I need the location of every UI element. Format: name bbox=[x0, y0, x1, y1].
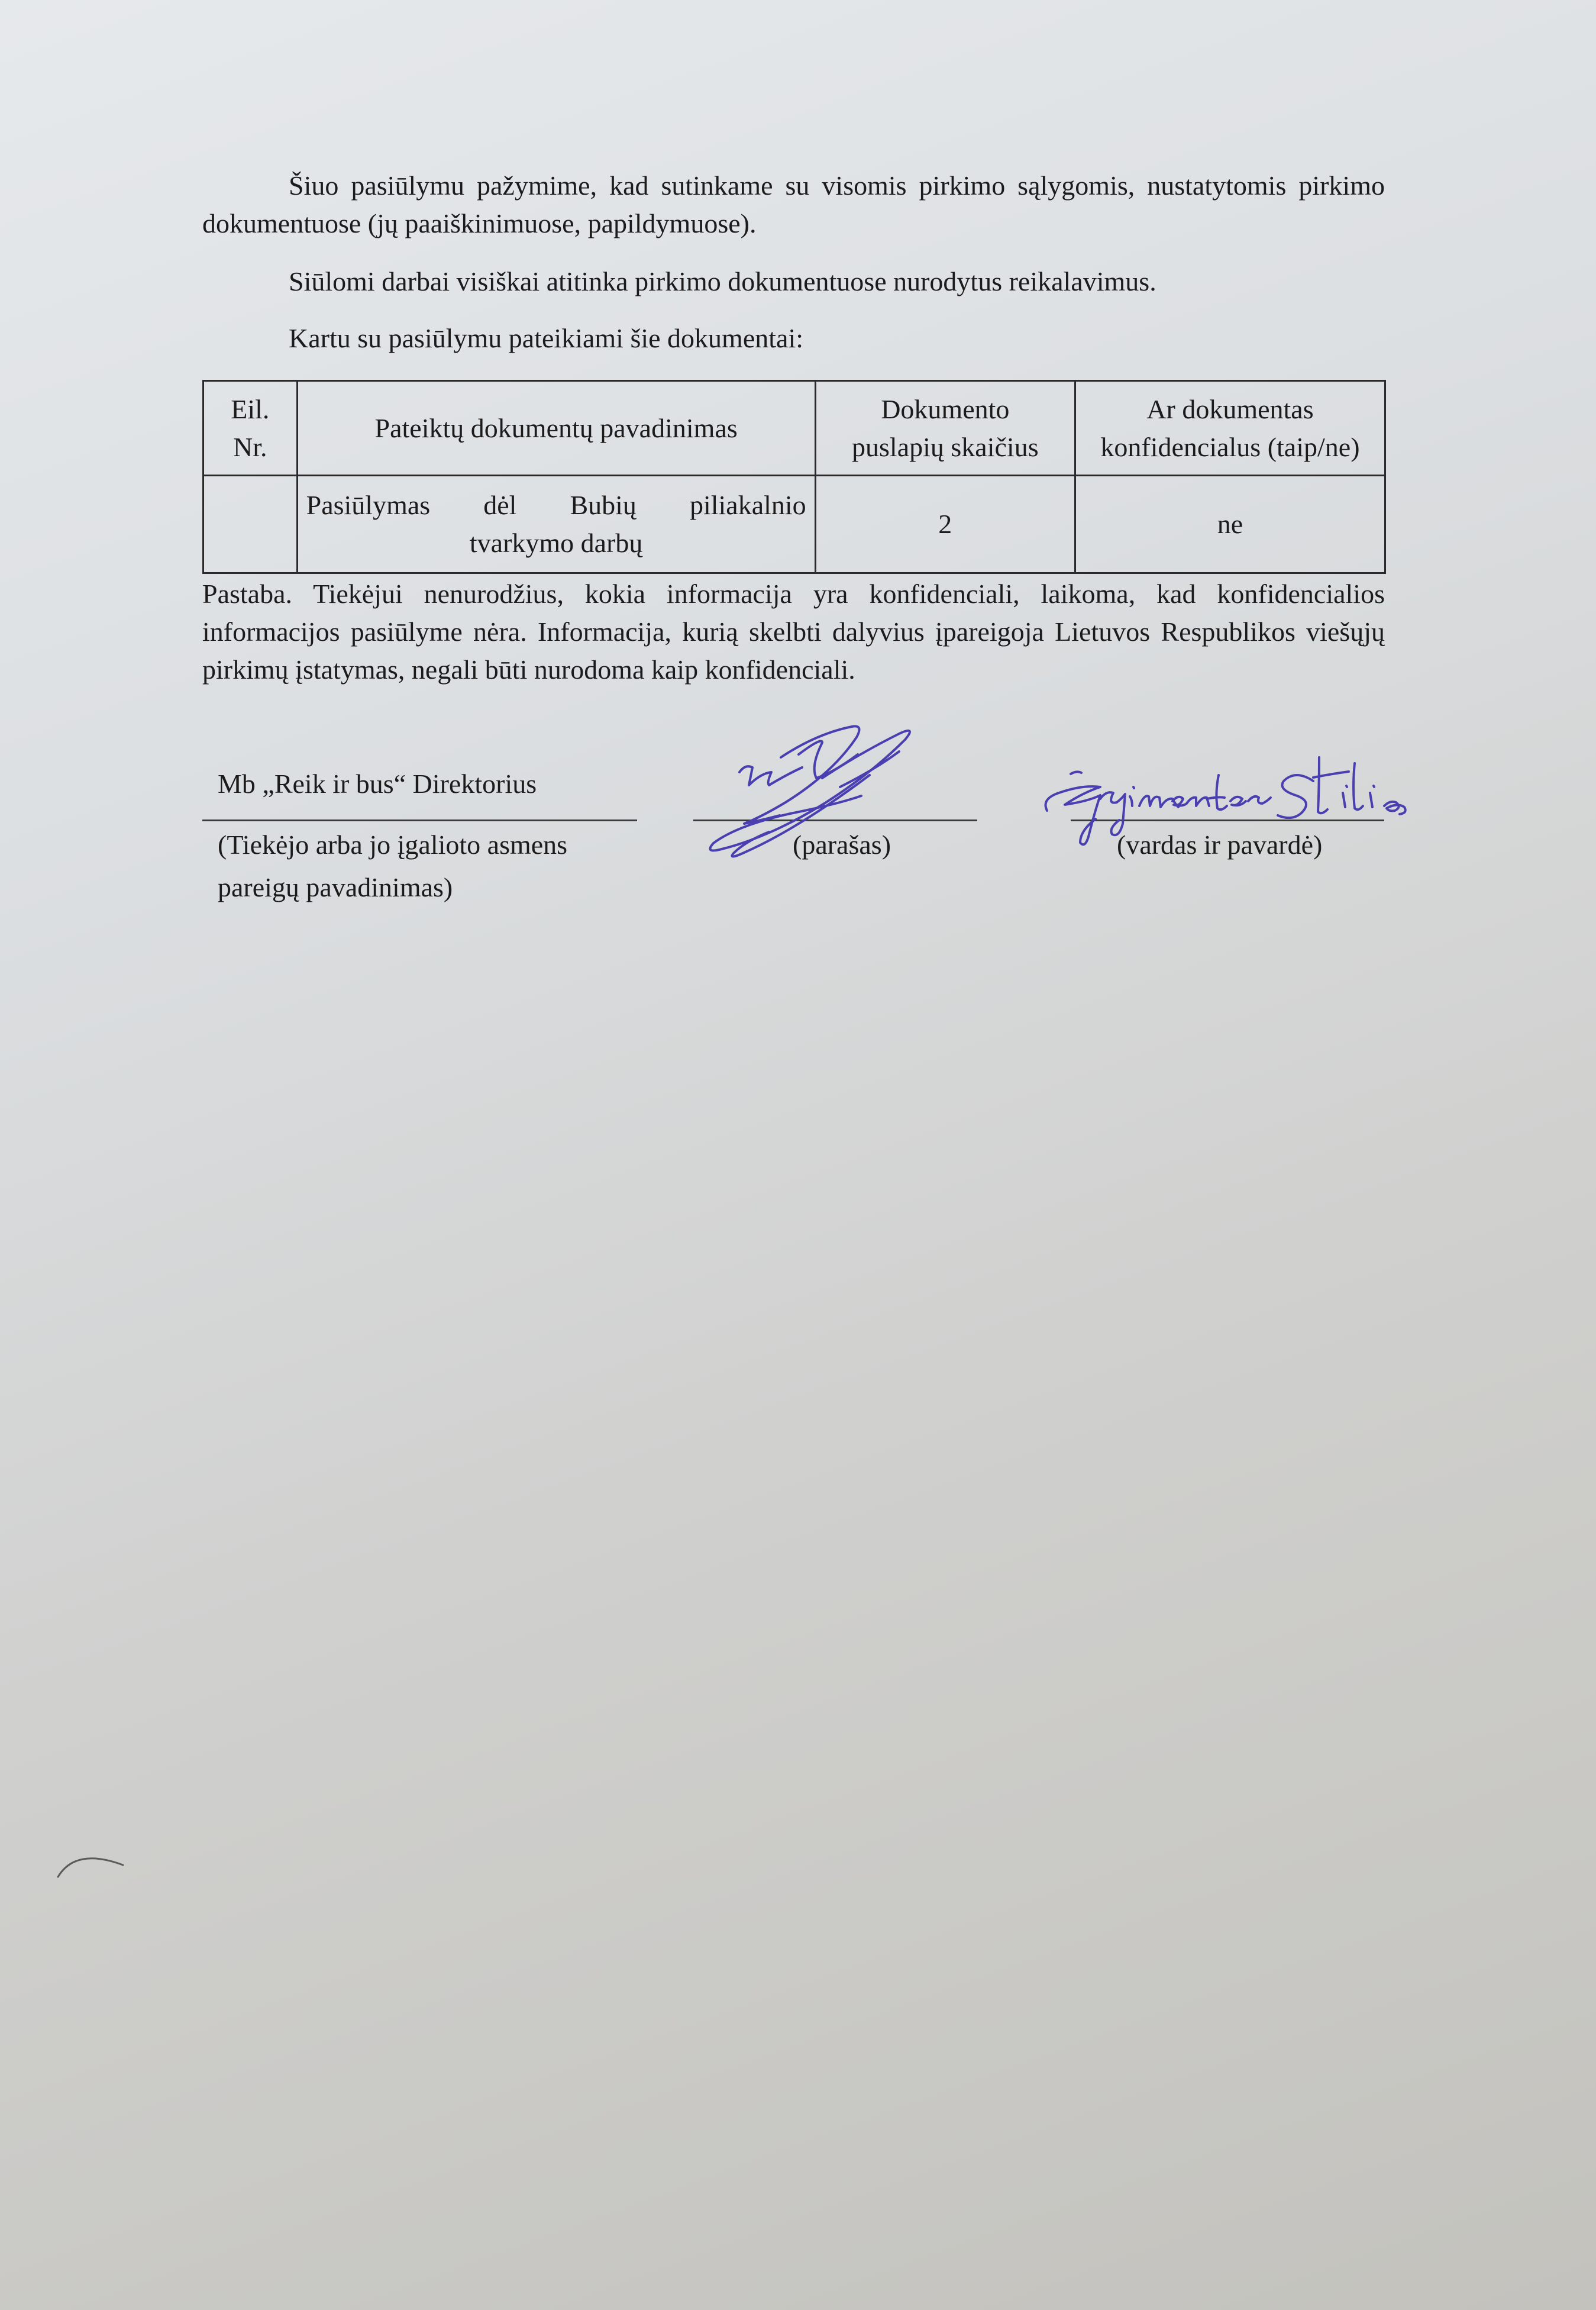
header-confidential: Ar dokumentas konfidencialus (taip/ne) bbox=[1075, 381, 1385, 476]
header-name: Pateiktų dokumentų pavadinimas bbox=[297, 381, 815, 476]
cell-document-name: Pasiūlymas dėl Bubių piliakalnio tvarkymo darbų bbox=[297, 476, 815, 573]
header-no: Eil. Nr. bbox=[203, 381, 298, 476]
handwritten-name bbox=[1035, 740, 1473, 858]
signature-caption: (parašas) bbox=[793, 830, 891, 860]
table-header-row bbox=[203, 381, 1385, 476]
intro-paragraph: Šiuo pasiūlymu pažymime, kad sutinkame su visomis pirkimo sąlygomis, nustatytomis pirkimo dokumentuose (jų paaiškinimuose, papildymuose). bbox=[202, 170, 1385, 238]
position-caption-line1: (Tiekėjo arba jo įgalioto asmens bbox=[218, 830, 568, 860]
table-row bbox=[203, 476, 1385, 573]
cell-confidential: ne bbox=[1075, 476, 1385, 573]
header-pages: Dokumento puslapių skaičius bbox=[815, 381, 1075, 476]
note-paragraph: Pastaba. Tiekėjui nenurodžius, kokia informacija yra konfidenciali, laikoma, kad konfidencialios informacijos pasiūlyme nėra. Informacija, kurią skelbti dalyvius įpareigoja Lietuvos Respublikos viešųjų pirkimų įstatymas, negali būti nurodoma kaip konfidenciali. bbox=[202, 579, 1385, 685]
attached-paragraph: Kartu su pasiūlymu pateikiami šie dokumentai: bbox=[289, 323, 804, 353]
documents-table bbox=[202, 380, 1386, 574]
cell-pages: 2 bbox=[815, 476, 1075, 573]
cell-no bbox=[203, 476, 298, 573]
paper-scratch-mark bbox=[52, 1841, 129, 1883]
name-caption: (vardas ir pavardė) bbox=[1117, 830, 1323, 860]
handwritten-signature bbox=[645, 722, 1000, 899]
position-title: Mb „Reik ir bus“ Direktorius bbox=[218, 769, 537, 799]
works-paragraph: Siūlomi darbai visiškai atitinka pirkimo dokumentuose nurodytus reikalavimus. bbox=[289, 266, 1156, 296]
position-caption-line2: pareigų pavadinimas) bbox=[218, 872, 453, 902]
position-line bbox=[202, 820, 637, 821]
